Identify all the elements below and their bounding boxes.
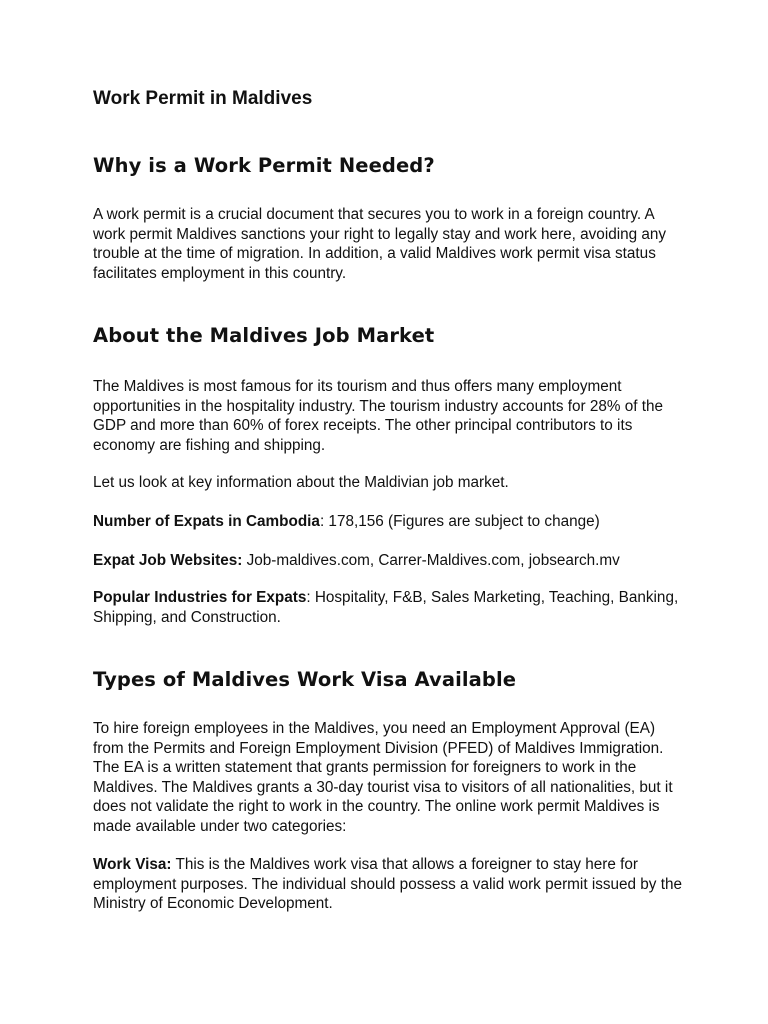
work-visa-label: Work Visa: (93, 856, 172, 873)
fact-popular-industries (93, 588, 683, 627)
fact-label: Popular Industries for Expats (93, 589, 307, 606)
job-market-intro: Let us look at key information about the Maldivian job market. (93, 474, 509, 491)
section-heading-visa-types: Types of Maldives Work Visa Available (93, 668, 517, 691)
fact-value: Job-maldives.com, Carrer-Maldives.com, jobsearch.mv (242, 552, 620, 569)
fact-value: : 178,156 (Figures are subject to change) (319, 513, 600, 530)
work-visa-text: This is the Maldives work visa that allows a foreigner to stay here for employment purposes. The individual should possess a valid work permit issued by the Ministry of Economic Development. (93, 856, 682, 912)
section-heading-job-market: About the Maldives Job Market (93, 324, 435, 347)
fact-label: Number of Expats in Cambodia (93, 513, 320, 530)
why-permit-paragraph: A work permit is a crucial document that secures you to work in a foreign country. A work permit Maldives sanctions your right to legally stay and work here, avoiding any trouble at the time of migration. In addition, a valid Maldives work permit visa status facilitates employment in this country. (93, 206, 667, 282)
section-heading-why-permit: Why is a Work Permit Needed? (93, 154, 435, 177)
document-title: Work Permit in Maldives (93, 88, 313, 109)
fact-value: : Hospitality, F&B, Sales Marketing, Teaching, Banking, Shipping, and Construction. (93, 589, 679, 626)
work-visa-paragraph (93, 855, 683, 914)
fact-label: Expat Job Websites: (93, 552, 243, 569)
visa-types-paragraph: To hire foreign employees in the Maldives, you need an Employment Approval (EA) from the Permits and Foreign Employment Division (PFED) of Maldives Immigration. The EA is a written statement that grants permission for foreigners to work in the Maldives. The Maldives grants a 30-day tourist visa to visitors of all nationalities, but it does not validate the right to work in the country. The online work permit Maldives is made available under two categories: (93, 720, 673, 835)
fact-expats-count (93, 512, 683, 532)
fact-job-websites (93, 551, 683, 571)
job-market-paragraph: The Maldives is most famous for its tourism and thus offers many employment opportunities in the hospitality industry. The tourism industry accounts for 28% of the GDP and more than 60% of forex receipts. The other principal contributors to its economy are fishing and shipping. (93, 378, 663, 454)
